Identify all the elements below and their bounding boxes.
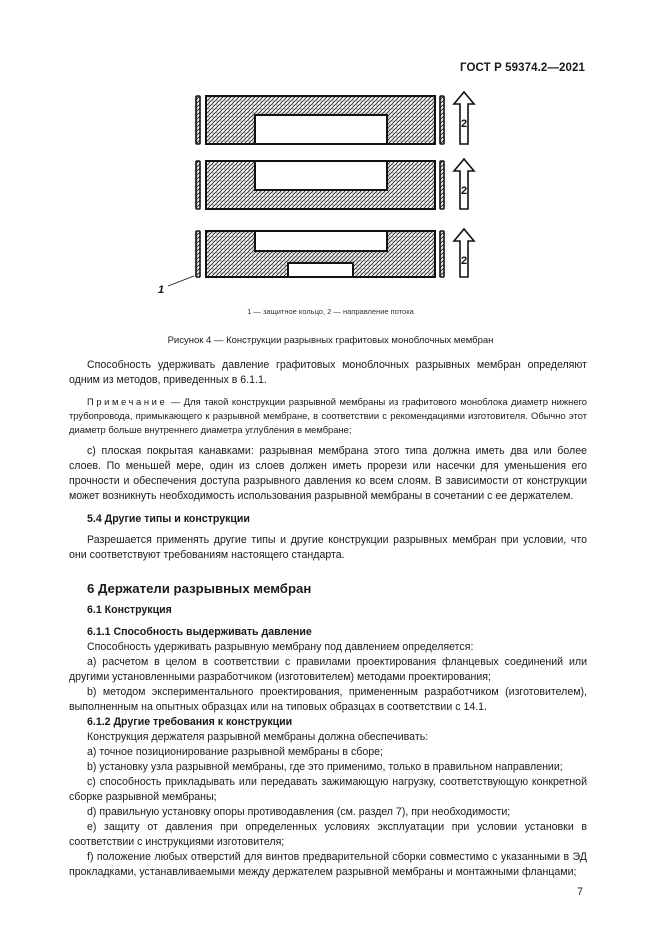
document-header-standard-id: ГОСТ Р 59374.2—2021	[460, 62, 585, 74]
list-item-6-1-2-b: b) установку узла разрывной мембраны, где это применимо, только в правильном направлении;	[87, 761, 563, 773]
note-text: — Для такой конструкции разрывной мембраны из графитового моноблока диаметр нижнего трубопровода, примыкающего к разрывной мембране, в соответствии с рекомендациями изготовителя. Обычно этот диаметр больше внутреннего диаметра углубления в мембране;	[69, 396, 587, 435]
paragraph-5-4: Разрешается применять другие типы и другие конструкции разрывных мембран при условии, что они соответствуют требованиям настоящего стандарта.	[69, 534, 587, 561]
paragraph-6-1-2: Конструкция держателя разрывной мембраны должна обеспечивать:	[87, 731, 429, 743]
paragraph-pressure-capability: Способность удерживать давление графитовых моноблочных разрывных мембран определяют одним из методов, приведенных в 6.1.1.	[69, 359, 587, 386]
list-item-6-1-2-a: a) точное позиционирование разрывной мембраны в сборе;	[87, 746, 383, 758]
paragraph-item-c: c) плоская покрытая канавками: разрывная мембрана этого типа должна иметь два или более слоев. По меньшей мере, один из слоев должен иметь прорези или насечки для уменьшения его прочности и обеспечения доступа разрывного давления ко всем слоям. В зависимости от конструкции может возникнуть необходимость использования разрывной мембраны в сочетании с ее держателем.	[69, 445, 587, 502]
paragraph-6-1-1: Способность удерживать разрывную мембрану под давлением определяется:	[87, 641, 474, 653]
list-item-6-1-2-f: f) положение любых отверстий для винтов предварительной сборки совместимо с указанными в ЭД прокладками, устанавливаемыми между держателем разрывной мембраны и монтажными фланцами;	[69, 851, 587, 878]
membrane-variant-1	[196, 92, 474, 144]
list-item-6-1-2-e: e) защиту от давления при определенных условиях эксплуатации при условии установки в соответствии с инструкциями изготовителя;	[69, 821, 587, 848]
list-item-6-1-1-a: a) расчетом в целом в соответствии с правилами проектирования фланцевых соединений или другими установленными разработчиком (изготовителем) методами проектирования;	[69, 656, 587, 683]
heading-5-4: 5.4 Другие типы и конструкции	[87, 513, 250, 525]
list-item-6-1-2-d: d) правильную установку опоры противодавления (см. раздел 7), при необходимости;	[87, 806, 511, 818]
membrane-variant-3	[168, 229, 474, 286]
figure-legend: 1 — защитное кольцо, 2 — направление потока	[247, 307, 414, 316]
document-body	[69, 358, 587, 880]
flow-label-3: 2	[460, 255, 468, 267]
flow-label-2: 2	[460, 185, 468, 197]
flow-label-1: 2	[460, 118, 468, 130]
note	[69, 395, 587, 437]
membrane-variant-2	[196, 159, 474, 209]
heading-6: 6 Держатели разрывных мембран	[87, 581, 312, 596]
page-number: 7	[577, 886, 583, 898]
heading-6-1: 6.1 Конструкция	[87, 604, 172, 616]
heading-6-1-1: 6.1.1 Способность выдерживать давление	[87, 626, 312, 638]
note-label: Примечание	[87, 396, 168, 407]
list-item-6-1-2-c: c) способность прикладывать или передавать зажимающую нагрузку, соответствующую конкретной сборке разрывной мембраны;	[69, 776, 587, 803]
protective-ring-label: 1	[158, 284, 165, 296]
heading-6-1-2: 6.1.2 Другие требования к конструкции	[87, 716, 293, 728]
list-item-6-1-1-b: b) методом экспериментального проектирования, примененным разработчиком (изготовителем), выполненным на опытных образцах или на типовых образцах в соответствии с 14.1.	[69, 686, 587, 713]
figure-caption: Рисунок 4 — Конструкции разрывных графитовых моноблочных мембран	[167, 335, 494, 346]
figure-membrane-constructions	[0, 0, 661, 330]
